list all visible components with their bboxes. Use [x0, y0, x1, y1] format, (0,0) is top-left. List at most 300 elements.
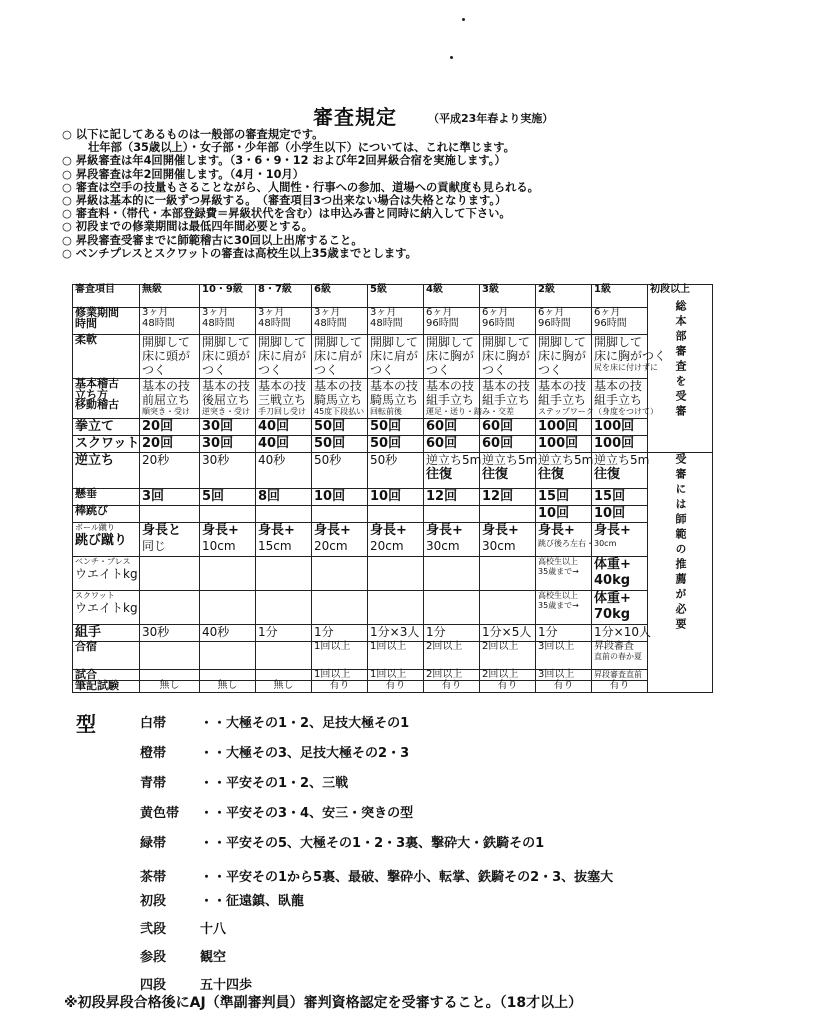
note-line: ○ 昇段審査は年2回開催します。（4月・10月）: [62, 167, 305, 181]
cell-text: 1分: [258, 624, 278, 639]
table-cell: [73, 335, 140, 379]
cell-text: 昇段審査: [594, 640, 634, 652]
cell-text: 手刀回し受け: [258, 407, 306, 416]
cell-text: 3ヶ月: [370, 307, 397, 318]
cell-text: 10回: [370, 488, 402, 504]
kata-title: 型: [76, 712, 96, 736]
cell-text: 96時間: [482, 317, 515, 329]
table-cell: [536, 435, 592, 452]
cell-text: 96時間: [594, 317, 627, 329]
table-cell: [592, 669, 648, 681]
cell-text: 開脚して: [142, 335, 191, 349]
cell-text: 往復: [426, 466, 453, 482]
kata-row: [140, 946, 226, 965]
table-cell: [424, 522, 480, 556]
cell-text: 1回以上: [370, 668, 407, 680]
table-cell: [73, 522, 140, 556]
cell-text: 1分×5人: [482, 624, 532, 639]
table-cell: [480, 505, 536, 522]
table-cell: [592, 308, 648, 335]
table-cell: [140, 435, 200, 452]
table-cell: [536, 669, 592, 681]
cell-text: 1回以上: [370, 640, 407, 652]
table-cell: [424, 681, 480, 693]
table-cell: [368, 488, 424, 505]
table-cell: [256, 556, 312, 590]
table-cell: [140, 641, 200, 669]
table-cell: [256, 624, 312, 641]
table-cell: [424, 556, 480, 590]
table-cell: [256, 488, 312, 505]
cell-text: 開脚して: [314, 335, 363, 349]
cell-text: 身長+: [482, 522, 519, 538]
kata-row: [140, 832, 544, 851]
table-cell: [200, 556, 256, 590]
cell-text: 床に肩が: [370, 349, 419, 363]
table-cell: [200, 308, 256, 335]
cell-text: 逆突き・受け: [202, 407, 250, 416]
table-cell: [312, 452, 368, 488]
cell-text: 3ヶ月: [258, 307, 285, 318]
cell-text: 身長+: [258, 522, 295, 538]
cell-text: 開脚して: [482, 335, 531, 349]
table-cell: [536, 335, 592, 379]
table-cell: [592, 335, 667, 379]
table-cell: [480, 681, 536, 693]
table-cell: [256, 452, 312, 488]
cell-text: 8回: [258, 488, 281, 504]
table-row: [73, 418, 713, 435]
cell-text: 基本の技: [142, 379, 191, 393]
cell-text: 逆立ち5m: [594, 452, 650, 467]
cell-text: 10回: [314, 488, 346, 504]
table-row: [73, 335, 713, 379]
cell-text: つく: [314, 363, 339, 377]
cell-text: 3級: [482, 284, 499, 295]
table-cell: [312, 379, 368, 419]
table-cell: [424, 435, 480, 452]
table-cell: [480, 641, 536, 669]
table-cell: [200, 624, 256, 641]
table-cell: [480, 418, 536, 435]
cell-text: 高校生以上: [538, 590, 578, 600]
table-cell: [256, 379, 312, 419]
cell-text: 2回以上: [482, 640, 519, 652]
side-note: 受審には師範の推薦が必要: [674, 452, 687, 633]
cell-text: 順突き・受け: [142, 407, 190, 416]
cell-text: 床に頭が: [142, 349, 191, 363]
cell-text: つく: [258, 363, 283, 377]
table-cell: [536, 488, 592, 505]
cell-text: 5級: [370, 284, 387, 295]
cell-text: 2級: [538, 284, 555, 295]
note-line: ○ 審査料・（帯代・本部登録費＝昇級状代を含む）は申込み書と同時に納入して下さい。: [62, 207, 511, 221]
page-title: 審査規定: [313, 105, 397, 129]
cell-text: 40回: [258, 435, 290, 451]
cell-text: 床に頭が: [202, 349, 251, 363]
cell-text: 組手: [75, 624, 102, 640]
cell-text: 回転前後: [370, 407, 402, 416]
cell-text: 身長と: [142, 522, 182, 538]
table-row: [73, 556, 713, 590]
table-cell: [200, 488, 256, 505]
table-cell: [312, 488, 368, 505]
table-cell: [368, 418, 424, 435]
table-cell: [536, 522, 617, 556]
cell-text: 審査項目: [75, 284, 115, 295]
kata-row: [140, 772, 348, 791]
cell-text: 12回: [482, 488, 514, 504]
cell-text: 前屈立ち: [142, 393, 191, 407]
cell-text: 3回: [142, 488, 165, 504]
table-cell: [368, 285, 424, 308]
kata-row: [140, 866, 613, 885]
kata-text: ・・大極その1・2、足技大極その1: [200, 716, 410, 731]
cell-text: 1分: [314, 624, 334, 639]
cell-text: 6ヶ月: [538, 307, 565, 318]
cell-text: 騎馬立ち: [314, 393, 363, 407]
cell-text: 組手立ち: [594, 393, 643, 407]
cell-text: 4級: [426, 284, 443, 295]
table-cell: [140, 308, 200, 335]
table-cell: [256, 308, 312, 335]
cell-text: 運足・送り・踏み・交差: [426, 407, 514, 416]
cell-text: 床に胸がつく: [594, 349, 667, 363]
table-cell: [480, 308, 536, 335]
cell-text: ウエイトkg: [75, 601, 138, 615]
cell-text: 無し: [273, 680, 294, 691]
table-cell: [256, 335, 312, 379]
table-cell: [312, 669, 368, 681]
table-cell: [312, 505, 368, 522]
table-cell: [536, 418, 592, 435]
examination-table: [72, 284, 713, 693]
cell-text: 48時間: [258, 317, 291, 329]
cell-text: スクワット: [75, 590, 115, 600]
cell-text: 拳立て: [75, 418, 115, 434]
cell-text: 6ヶ月: [482, 307, 509, 318]
table-cell: [140, 418, 200, 435]
cell-text: 60回: [482, 418, 514, 434]
cell-text: 基本の技: [314, 379, 363, 393]
table-cell: [256, 285, 312, 308]
table-cell: [592, 379, 658, 419]
table-cell: [140, 624, 200, 641]
table-row: [73, 379, 713, 419]
kata-row: [140, 712, 409, 731]
table-cell: [200, 669, 256, 681]
cell-text: ステップワーク: [538, 407, 594, 416]
cell-text: 開脚して: [538, 335, 587, 349]
cell-text: 50秒: [314, 452, 342, 467]
cell-text: 身長+: [538, 522, 575, 538]
table-cell: [73, 452, 140, 488]
cell-text: 尻を床に付けずに: [594, 363, 658, 372]
table-cell: [200, 590, 256, 624]
note-line: ○ 審査は空手の技量もさることながら、人間性・行事への参加、道場への貢献度も見られる。: [62, 180, 539, 194]
kata-text: ・・大極その3、足技大極その2・3: [200, 746, 410, 761]
table-cell: [312, 681, 368, 693]
table-row: [73, 669, 713, 681]
table-cell: [480, 435, 536, 452]
table-row: [73, 624, 713, 641]
cell-text: 体重+: [594, 556, 631, 572]
note-line: ○ 昇級は基本的に一級ずつ昇級する。 （審査項目3つ出来ない場合は失格となります。）: [62, 194, 507, 208]
cell-text: 移動稽古: [75, 398, 119, 411]
cell-text: 直前の春か夏: [594, 652, 642, 661]
table-cell: [200, 285, 256, 308]
cell-text: 100回: [538, 418, 579, 434]
cell-text: 50回: [370, 435, 402, 451]
cell-text: 15cm: [258, 538, 292, 553]
cell-text: 基本の技: [538, 379, 587, 393]
cell-text: 基本稽古: [75, 377, 119, 390]
cell-text: 基本の技: [370, 379, 419, 393]
cell-text: 20回: [142, 418, 174, 434]
cell-text: 身長+: [594, 522, 631, 538]
table-cell: [424, 641, 480, 669]
table-cell: [480, 590, 536, 624]
table-cell: [73, 556, 140, 590]
cell-text: 身長+: [370, 522, 407, 538]
cell-text: 逆立ち: [75, 452, 115, 468]
table-cell: [536, 379, 592, 419]
cell-text: 合宿: [75, 639, 97, 653]
table-cell: [73, 624, 140, 641]
table-cell: [312, 435, 368, 452]
cell-text: 50回: [314, 418, 346, 434]
table-cell: [480, 285, 536, 308]
cell-text: 三戦立ち: [258, 393, 307, 407]
cell-text: 逆立ち5m: [482, 452, 538, 467]
cell-text: 6級: [314, 284, 331, 295]
table-row: [73, 522, 713, 556]
table-cell: [368, 379, 424, 419]
cell-text: 35歳まで→: [538, 601, 579, 610]
cell-text: 50回: [370, 418, 402, 434]
table-cell: [200, 641, 256, 669]
table-cell: [592, 285, 648, 308]
cell-text: 35歳まで→: [538, 567, 579, 576]
cell-text: 2回以上: [426, 668, 463, 680]
table-cell: [312, 641, 368, 669]
cell-text: 開脚して: [370, 335, 419, 349]
table-row: [73, 488, 713, 505]
table-cell: [140, 488, 200, 505]
kata-row: [140, 802, 413, 821]
cell-text: 48時間: [142, 317, 175, 329]
table-cell: [140, 505, 200, 522]
cell-text: ボール蹴り: [75, 522, 115, 532]
table-header-row: [73, 285, 713, 308]
table-cell: [424, 624, 480, 641]
kata-row: [140, 918, 226, 937]
table-cell: [368, 335, 424, 379]
cell-text: 20回: [142, 435, 174, 451]
table-cell: [200, 418, 256, 435]
cell-text: 100回: [594, 418, 635, 434]
table-cell: [256, 418, 312, 435]
cell-text: 棒跳び: [75, 503, 108, 517]
cell-text: つく: [482, 363, 507, 377]
belt-label: 橙帯: [140, 746, 167, 761]
table-cell: [140, 335, 200, 379]
table-cell: [536, 452, 592, 488]
cell-text: 開脚して: [258, 335, 307, 349]
cell-text: スクワット: [75, 435, 140, 451]
table-cell: [592, 488, 648, 505]
cell-text: 試合: [75, 667, 97, 681]
table-cell: [73, 505, 140, 522]
kata-row: [140, 890, 304, 909]
cell-text: 6ヶ月: [426, 307, 453, 318]
cell-text: 100回: [594, 435, 635, 451]
rules-notes: [62, 128, 539, 260]
cell-text: 1回以上: [314, 668, 351, 680]
table-cell: [368, 505, 424, 522]
cell-text: 60回: [426, 418, 458, 434]
cell-text: 柔軟: [75, 333, 97, 346]
cell-text: 3ヶ月: [202, 307, 229, 318]
cell-text: 3ヶ月: [142, 307, 169, 318]
cell-text: 往復: [594, 466, 621, 482]
note-line: ○ 初段までの修業期間は最低四年間必要とする。: [62, 220, 314, 234]
table-cell: [424, 452, 480, 488]
cell-text: 3ヶ月: [314, 307, 341, 318]
cell-text: 初段以上: [650, 284, 690, 295]
cell-text: 床に胸が: [482, 349, 531, 363]
cell-text: 後屈立ち: [202, 393, 251, 407]
table-cell: [140, 452, 200, 488]
cell-text: 30cm: [482, 538, 516, 553]
table-row: [73, 452, 713, 488]
table-cell: [312, 335, 368, 379]
table-cell: [200, 335, 256, 379]
cell-text: 開脚して: [426, 335, 475, 349]
cell-text: 60回: [482, 435, 514, 451]
table-cell: [312, 418, 368, 435]
table-cell: [480, 522, 536, 556]
belt-label: 初段: [140, 894, 167, 909]
table-cell: [424, 285, 480, 308]
table-cell: [73, 379, 140, 419]
table-cell: [480, 556, 536, 590]
belt-label: 白帯: [140, 716, 167, 731]
cell-text: 有り: [497, 680, 518, 691]
cell-text: 45度下段払い: [314, 407, 365, 416]
belt-label: 弐段: [140, 922, 167, 937]
table-cell: [424, 488, 480, 505]
table-cell: [73, 641, 140, 669]
cell-text: 10回: [538, 505, 570, 521]
cell-text: 10cm: [202, 538, 236, 553]
table-cell: [368, 669, 424, 681]
cell-text: 有り: [441, 680, 462, 691]
table-cell: [368, 641, 424, 669]
table-cell: [368, 308, 424, 335]
table-cell: [73, 488, 140, 505]
table-cell: [592, 505, 648, 522]
cell-text: 30秒: [142, 624, 170, 639]
cell-text: 3回以上: [538, 640, 575, 652]
table-cell: [140, 379, 200, 419]
kata-text: ・・平安その1から5裏、最破、撃砕小、転掌、鉄騎その2・3、抜塞大: [200, 870, 614, 885]
cell-text: 身長+: [426, 522, 463, 538]
cell-text: 床に胸が: [426, 349, 475, 363]
table-cell: [200, 452, 256, 488]
note-line: 壮年部（35歳以上）・女子部・少年部（小学生以下）については、これに準じます。: [88, 141, 515, 155]
speck: [462, 18, 465, 21]
table-cell: [200, 681, 256, 693]
cell-text: 2回以上: [426, 640, 463, 652]
table-cell: [480, 669, 536, 681]
table-row: [73, 590, 713, 624]
cell-text: 無級: [142, 284, 162, 295]
cell-text: 逆立ち5m: [426, 452, 482, 467]
table-row: [73, 308, 713, 335]
table-cell: [140, 681, 200, 693]
table-cell: [256, 435, 312, 452]
note-line: ○ 昇級審査は年4回開催します。（3・6・9・12 および年2回昇級合宿を実施します。）: [62, 154, 506, 168]
cell-text: 60回: [426, 435, 458, 451]
table-cell: [368, 590, 424, 624]
cell-text: 体重+: [594, 590, 631, 606]
table-cell: [536, 641, 592, 669]
cell-text: 1分×10人: [594, 624, 651, 639]
table-cell: [592, 681, 648, 693]
table-cell: [480, 335, 536, 379]
belt-label: 青帯: [140, 776, 167, 791]
cell-text: 2回以上: [482, 668, 519, 680]
table-cell: [480, 452, 536, 488]
cell-text: 騎馬立ち: [370, 393, 419, 407]
table-cell: [140, 669, 200, 681]
table-cell: [368, 452, 424, 488]
cell-text: 筆記試験: [75, 679, 119, 692]
cell-text: 30回: [202, 418, 234, 434]
cell-text: 組手立ち: [538, 393, 587, 407]
cell-text: 床に胸が: [538, 349, 587, 363]
table-cell: [73, 681, 140, 693]
cell-text: 基本の技: [426, 379, 475, 393]
cell-text: 跳び蹴り: [75, 533, 128, 548]
cell-text: 40kg: [594, 572, 631, 588]
table-cell: [200, 435, 256, 452]
cell-text: 40秒: [202, 624, 230, 639]
note-line: ○ 以下に記してあるものは一般部の審査規定です。: [62, 128, 324, 141]
table-cell: [536, 308, 592, 335]
table-cell: [592, 641, 648, 669]
table-cell: [256, 641, 312, 669]
table-cell: [648, 452, 713, 692]
table-cell: [592, 418, 648, 435]
cell-text: ベンチ・プレス: [75, 556, 131, 566]
cell-text: 96時間: [426, 317, 459, 329]
cell-text: 有り: [609, 680, 630, 691]
cell-text: 100回: [538, 435, 579, 451]
table-cell: [592, 590, 648, 624]
cell-text: 8・7級: [258, 284, 292, 295]
cell-text: 開脚して: [594, 335, 643, 349]
belt-label: 茶帯: [140, 870, 167, 885]
kata-text: ・・平安その3・4、安三・突きの型: [200, 806, 414, 821]
cell-text: 修業期間: [75, 306, 119, 319]
kata-text: 五十四歩: [200, 978, 253, 993]
cell-text: 40秒: [258, 452, 286, 467]
cell-text: 有り: [553, 680, 574, 691]
table-cell: [73, 590, 140, 624]
table-cell: [312, 522, 368, 556]
